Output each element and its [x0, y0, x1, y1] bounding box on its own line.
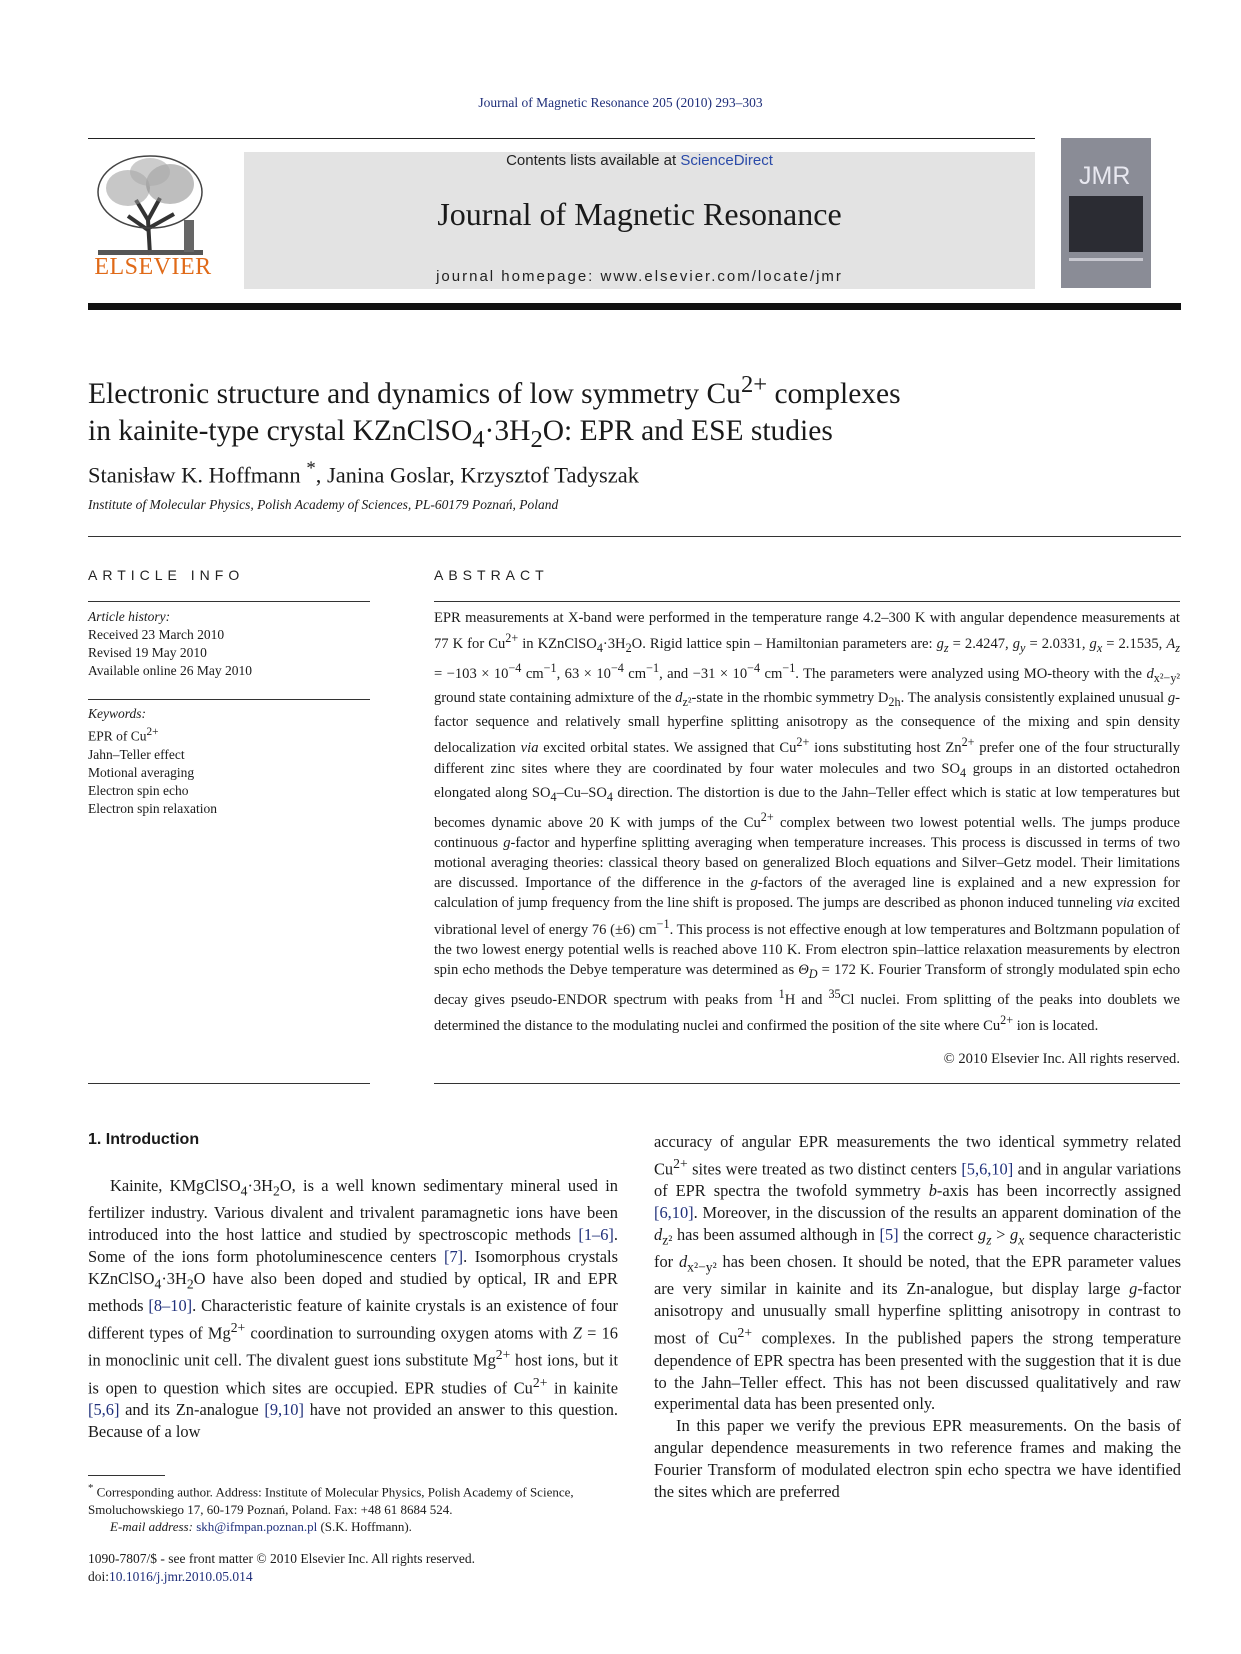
keyword-item: Electron spin relaxation: [88, 800, 217, 816]
journal-cover-thumbnail: [1061, 138, 1151, 288]
abstract-rule: [434, 601, 1180, 602]
intro-paragraph-1: Kainite, $KMgClSO_4\cdot 3H_2O$, is a well known sedimentary mineral used in fertilizer industry. Various divalent and trivalent paramagnetic ions have been introduced into the host lattice and studied by spectroscopic methods [1–6]. Some of the ions form photoluminescence centers [7]. Isomorphous crystals $KZnClSO_4\cdot 3H_2O$ have also been doped and studied by optical, IR and EPR methods [8–10]. Characteristic feature of kainite crystals is an existence of four different types of $Mg^{2+}$ coordination to surrounding oxygen atoms with Z = 16 in monoclinic unit cell. The divalent guest ions substitute $Mg^{2+}$ host ions, but it is open to question which sites are occupied. EPR studies of $Cu^{2+}$ in kainite [5,6] and its Zn-analogue [9,10] have not provided an answer to this question. Because of a low: [88, 1176, 619, 1442]
info-rule-bottom: [88, 1083, 370, 1084]
keywords: [88, 705, 370, 818]
keyword-item: Motional averaging: [88, 764, 195, 780]
journal-title: Journal of Magnetic Resonance: [437, 196, 842, 232]
abstract-rule-bottom: [434, 1083, 1180, 1084]
intro-paragraph-1-cont: accuracy of angular EPR measurements the two identical symmetry related $Cu^{2+}$ sites were treated as two distinct centers [5,6,10] and in angular variations of EPR spectra the twofold symmetry b-axis has been incorrectly assigned [6,10]. Moreover, in the discussion of the results an apparent domination of the $d_{z^2}$ has been assumed although in [5] the correct $g_z > g_x$ sequence characteristic for $d_{x^2-y^2}$ has been chosen. It should be noted, that the EPR parameter values are very similar in kainite and its Zn-analogue, but display large g-factor anisotropy and unusually small hyperfine splitting anisotropy in contrast to most of $Cu^{2+}$ complexes. In the published papers the strong temperature dependence of EPR spectra has been presented with the suggestion that it is due to the Jahn–Teller effect. This has not been discussed qualitatively and raw experimental data has been presented only.: [654, 1132, 1181, 1414]
received-date: Received 23 March 2010: [88, 627, 225, 642]
journal-homepage[interactable]: journal homepage: www.elsevier.com/locate/jmr: [436, 268, 843, 285]
abstract-copyright: © 2010 Elsevier Inc. All rights reserved.: [943, 1051, 1180, 1067]
cover-abbrev: JMR: [1079, 162, 1131, 190]
abstract-text: EPR measurements at X-band were performed in the temperature range 4.2–300 K with angular dependence measurements at 77 K for $Cu^{2+}$ in $KZnClSO_4\cdot 3H_2O$. Rigid lattice spin – Hamiltonian parameters are: $g_z = 2.4247$, $g_y = 2.0331$, $g_x = 2.1535$, $A_z = -103 \times 10^{-4}$ $cm^{-1}$, $63 \times 10^{-4}$ $cm^{-1}$, and $-31 \times 10^{-4}$ $cm^{-1}$. The parameters were analyzed using MO-theory with the $d_{x^2-y^2}$ ground state containing admixture of the $d_{z^2}$-state in the rhombic symmetry $D_{2h}$. The analysis consistently explained unusual g-factor sequence and relatively small hyperfine splitting anisotropy as the consequence of the mixing and spin density delocalization via excited orbital states. We assigned that $Cu^{2+}$ ions substituting host $Zn^{2+}$ prefer one of the four structurally different zinc sites where they are coordinated by four water molecules and two $SO_4$ groups in an distorted octahedron elongated along $SO_4-Cu-SO_4$ direction. The distortion is due to the Jahn–Teller effect which is static at low temperatures but becomes dynamic above 20 K with jumps of the $Cu^{2+}$ complex between two lowest potential wells. The jumps produce continuous g-factor and hyperfine splitting averaging when temperature increases. This process is discussed in terms of two motional averaging theories: classical theory based on generalized Bloch equations and Silver–Getz model. Their limitations are discussed. Importance of the difference in the g-factors of the averaged line is explained and a new expression for calculation of jump frequency from the line shift is proposed. The jumps are described as phonon induced tunneling via excited vibrational level of energy 76 (±6) $cm^{-1}$. This process is not effective enough at low temperatures and Boltzmann population of the two lowest energy potential wells is reached above 110 K. From electron spin–lattice relaxation measurements by electron spin echo methods the Debye temperature was determined as $\Theta_D = 172$ K. Fourier Transform of strongly modulated spin echo decay gives pseudo-ENDOR spectrum with peaks from $^1$H and $^{35}$Cl nuclei. From splitting of the peaks into doublets we determined the distance to the modulating nuclei and confirmed the position of the site where $Cu^{2+}$ ion is located.: [434, 610, 1181, 1034]
info-rule-1: [88, 601, 370, 602]
abstract-heading: ABSTRACT: [434, 567, 549, 583]
doi-prefix: doi:: [88, 1569, 110, 1584]
article-authors: Stanisław K. Hoffmann *, Janina Goslar, Krzysztof Tadyszak: [88, 458, 639, 488]
email-suffix: (S.K. Hoffmann).: [317, 1519, 412, 1535]
article-title: Electronic structure and dynamics of low symmetry $Cu^{2+}$ complexes in kainite-type crystal $KZnClSO_4\cdot 3H_2O$: EPR and ESE studies: [88, 371, 901, 453]
history-label: Article history:: [88, 609, 171, 624]
doi-link[interactable]: 10.1016/j.jmr.2010.05.014: [109, 1569, 253, 1584]
author-affiliation: Institute of Molecular Physics, Polish Academy of Sciences, PL-60179 Poznań, Poland: [88, 497, 559, 512]
body-left-column: [88, 1175, 618, 1443]
keywords-label: Keywords:: [88, 706, 146, 721]
email-link[interactable]: skh@ifmpan.poznan.pl: [196, 1519, 318, 1535]
keyword-item: Jahn–Teller effect: [88, 746, 185, 762]
journal-citation: Journal of Magnetic Resonance 205 (2010) 293–303: [478, 95, 763, 110]
intro-paragraph-2: In this paper we verify the previous EPR measurements. On the basis of angular dependence measurements in two reference frames and making the Fourier Transform of modulated electron spin echo spectra we have identified the sites which are preferred: [654, 1416, 1181, 1502]
title-rule: [88, 536, 1181, 537]
sciencedirect-link[interactable]: ScienceDirect: [680, 152, 773, 169]
corresponding-author-note: * Corresponding author. Address: Institute of Molecular Physics, Polish Academy of Science, Smoluchowskiego 17, 60-179 Poznań, Poland. Fax: +48 61 8684 524.: [88, 1482, 574, 1517]
revised-date: Revised 19 May 2010: [88, 645, 207, 660]
body-right-column: [654, 1131, 1181, 1503]
article-history: [88, 608, 370, 680]
online-date: Available online 26 May 2010: [88, 663, 252, 678]
contents-line: [244, 152, 1035, 169]
elsevier-wordmark: ELSEVIER: [94, 254, 212, 280]
contents-prefix: Contents lists available at: [506, 152, 681, 169]
keyword-item: EPR of $Cu^{2+}$: [88, 726, 159, 744]
section-heading-introduction: 1. Introduction: [88, 1131, 200, 1148]
front-matter: [88, 1550, 688, 1586]
cover-line: [1069, 258, 1143, 261]
header-thick-rule: [88, 303, 1181, 310]
header-rule: [88, 138, 1035, 139]
info-rule-2: [88, 699, 370, 700]
footnote-rule: [88, 1475, 165, 1476]
issn-line: 1090-7807/$ - see front matter © 2010 Elsevier Inc. All rights reserved.: [88, 1551, 476, 1566]
footnote: [88, 1480, 618, 1536]
elsevier-logo: [88, 150, 218, 288]
cover-image: [1069, 196, 1143, 252]
keyword-item: Electron spin echo: [88, 782, 189, 798]
email-label: E-mail address:: [110, 1519, 197, 1535]
article-info-heading: ARTICLE INFO: [88, 567, 245, 583]
